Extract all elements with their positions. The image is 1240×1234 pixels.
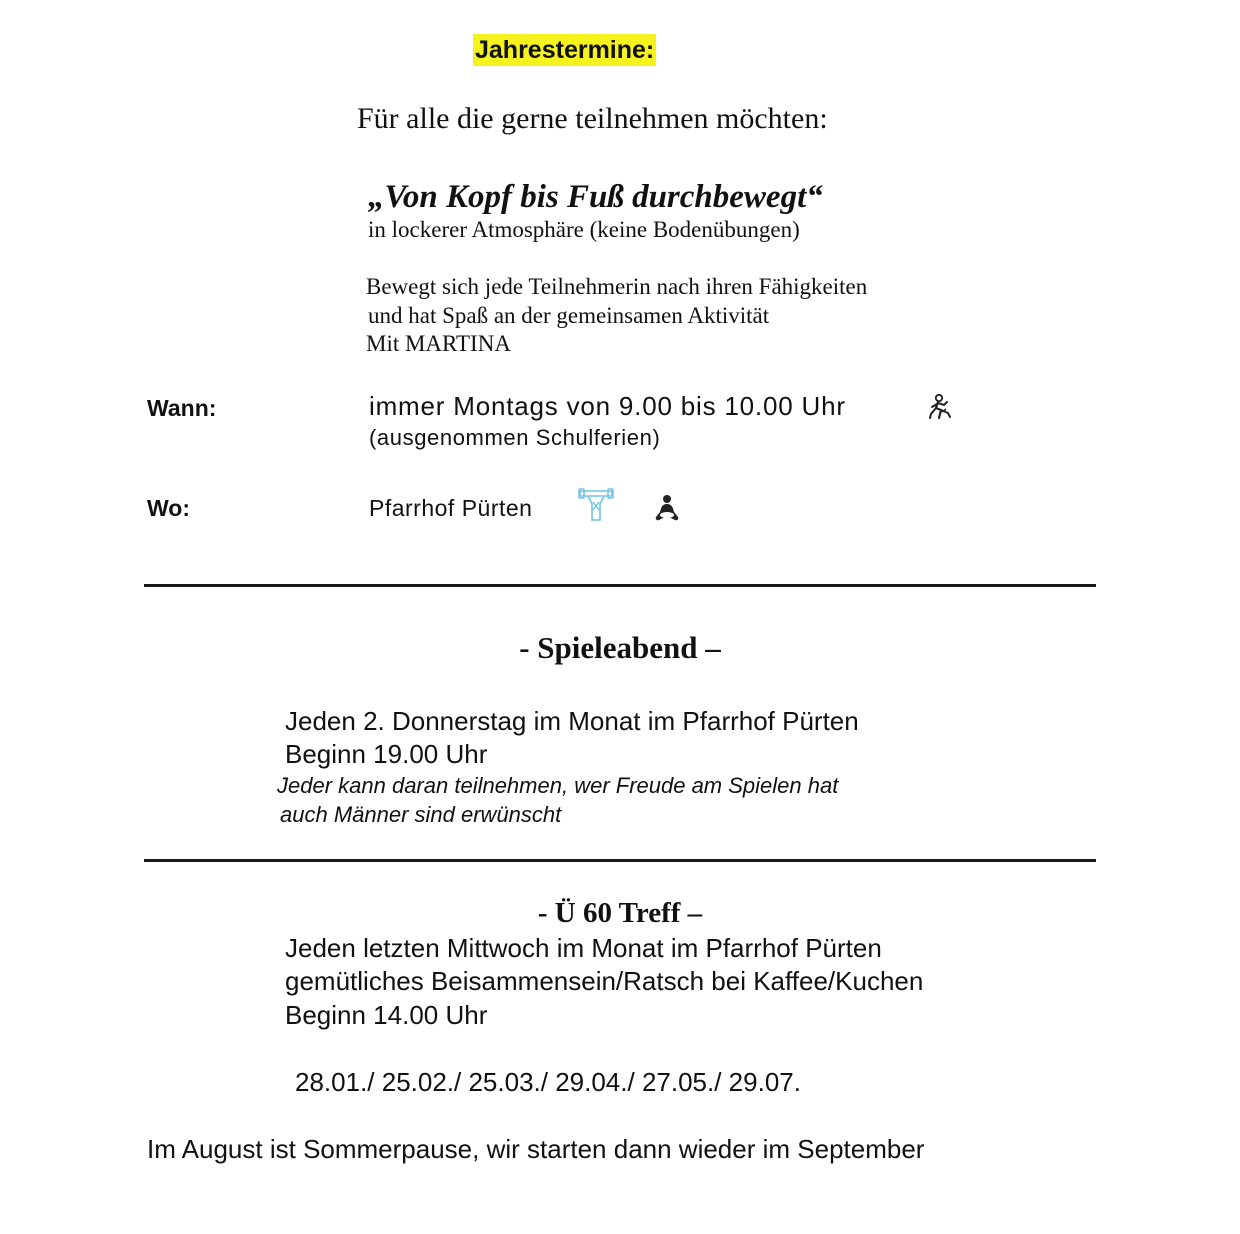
treff-title: - Ü 60 Treff – [537,897,703,929]
treff-dates: 28.01./ 25.02./ 25.03./ 29.04./ 27.05./ 29.07. [295,1067,801,1097]
section-divider [144,584,1096,587]
spieleabend-schedule: Jeden 2. Donnerstag im Monat im Pfarrhof Pürten [285,706,859,736]
dumbbell-icon [578,488,614,524]
treff-schedule: Jeden letzten Mittwoch im Monat im Pfarrhof Pürten [285,933,882,963]
spieleabend-note: Jeder kann daran teilnehmen, wer Freude am Spielen hat [277,773,839,798]
meditate-icon [653,493,681,523]
course-instructor: Mit MARTINA [366,331,511,356]
spieleabend-note: auch Männer sind erwünscht [280,802,562,827]
course-atmosphere: in lockerer Atmosphäre (keine Bodenübungen) [368,217,800,242]
spieleabend-title: - Spieleabend – [519,630,721,665]
wo-value: Pfarrhof Pürten [369,495,533,521]
course-description-line: und hat Spaß an der gemeinsamen Aktivität [368,303,770,328]
course-title: „Von Kopf bis Fuß durchbewegt“ [368,179,823,215]
course-description-line: Bewegt sich jede Teilnehmerin nach ihren Fähigkeiten [366,274,868,299]
treff-start-time: Beginn 14.00 Uhr [285,1000,488,1030]
summer-break-note: Im August ist Sommerpause, wir starten dann wieder im September [147,1134,925,1164]
runner-icon [928,394,952,420]
spieleabend-start-time: Beginn 19.00 Uhr [285,739,488,769]
treff-description: gemütliches Beisammensein/Ratsch bei Kaffee/Kuchen [285,966,924,996]
wo-label: Wo: [147,495,191,521]
wann-label: Wann: [147,395,217,421]
section-divider [144,859,1096,862]
wann-note: (ausgenommen Schulferien) [369,425,661,450]
wann-value: immer Montags von 9.00 bis 10.00 Uhr [369,391,846,421]
page-heading: Jahrestermine: [475,36,655,64]
intro-subtitle: Für alle die gerne teilnehmen möchten: [357,102,828,135]
